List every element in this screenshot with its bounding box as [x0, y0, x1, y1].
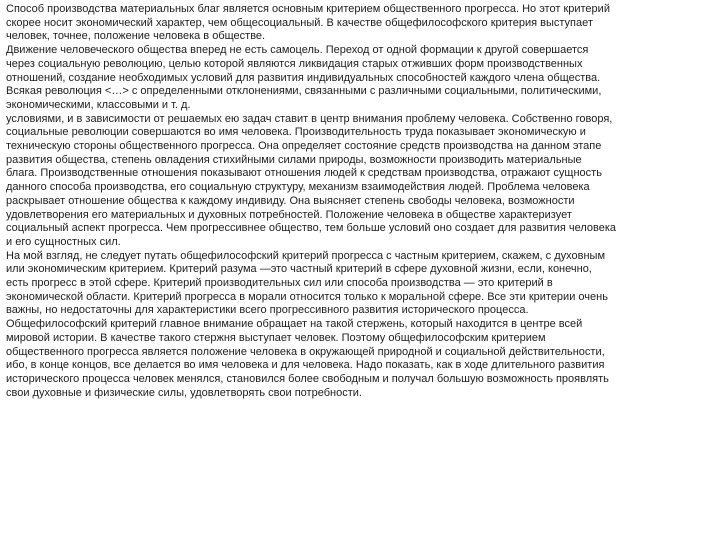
text-line: есть прогресс в этой сфере. Критерий производительных сил или способа производства — это критерий в — [6, 277, 553, 290]
text-line: через социальную революцию, целью которой являются ликвидация старых отживших форм производственных — [6, 57, 583, 70]
text-line: Всякая революция <…> с определенными отклонениями, связанными с различными социальными, политическими, — [6, 85, 602, 98]
text-line: экономической области. Критерий прогресса в морали относится только к моральной сфере. Все эти критерии очень — [6, 290, 608, 303]
text-line: Движение человеческого общества вперед не есть самоцель. Переход от одной формации к другой совершается — [6, 44, 589, 57]
text-line: блага. Производственные отношения показывают отношения людей к средствам производства, отражают сущность — [6, 167, 602, 180]
text-line: развития общества, степень овладения стихийными силами природы, возможности производить материальные — [6, 153, 582, 166]
text-line: социальные революции совершаются во имя человека. Производительность труда показывает экономическую и — [6, 126, 586, 139]
text-line: экономическими, классовыми и т. д. — [6, 98, 191, 111]
document-text — [6, 3, 712, 400]
text-line: Способ производства материальных благ является основным критерием общественного прогресса. Но этот критерий — [6, 3, 610, 15]
text-line: данного способа производства, его социальную структуру, механизм взаимодействия людей. Проблема человека — [6, 181, 590, 194]
text-line: удовлетворения его материальных и духовных потребностей. Положение человека в обществе характеризует — [6, 208, 572, 221]
text-line: На мой взгляд, не следует путать общефилософский критерий прогресса с частным критерием, скажем, с духовным — [6, 249, 606, 262]
text-line: общественного прогресса является положение человека в окружающей природной и социальной действительности, — [6, 345, 605, 358]
text-line: важны, но недостаточны для характеристики всего прогрессивного развития исторического процесса. — [6, 304, 529, 317]
text-line: Общефилософский критерий главное внимание обращает на такой стержень, который находится в центре всей — [6, 318, 583, 331]
text-line: техническую стороны общественного прогресса. Она определяет состояние средств производства на данном этапе — [6, 140, 602, 153]
text-line: социальный аспект прогресса. Чем прогрессивнее общество, тем больше условий оно создает для развития человека — [6, 222, 617, 235]
text-line: или экономическим критерием. Критерий разума —это частный критерий в сфере духовной жизни, если, конечно, — [6, 263, 592, 276]
text-line: мировой истории. В качестве такого стержня выступает человек. Поэтому общефилософским критерием — [6, 331, 546, 344]
text-line: раскрывает отношение общества к каждому индивиду. Она выясняет степень свободы человека, возможности — [6, 194, 575, 207]
text-line: исторического процесса человек менялся, становился более свободным и получал большую возможность проявлять — [6, 372, 609, 385]
text-line: ибо, в конце концов, все делается во имя человека и для человека. Надо показать, как в ходе длительного развития — [6, 359, 605, 372]
text-line: свои духовные и физические силы, удовлетворять свои потребности. — [6, 386, 362, 399]
text-line: скорее носит экономический характер, чем общесоциальный. В качестве общефилософского критерия выступает — [6, 16, 593, 29]
text-line: и его сущностных сил. — [6, 235, 121, 248]
text-line: отношений, создание необходимых условий для развития индивидуальных способностей каждого члена общества. — [6, 71, 601, 84]
text-line: условиями, и в зависимости от решаемых ею задач ставит в центр внимания проблему человека. Собственно говоря, — [6, 112, 613, 125]
text-line: человек, точнее, положение человека в обществе. — [6, 30, 266, 43]
